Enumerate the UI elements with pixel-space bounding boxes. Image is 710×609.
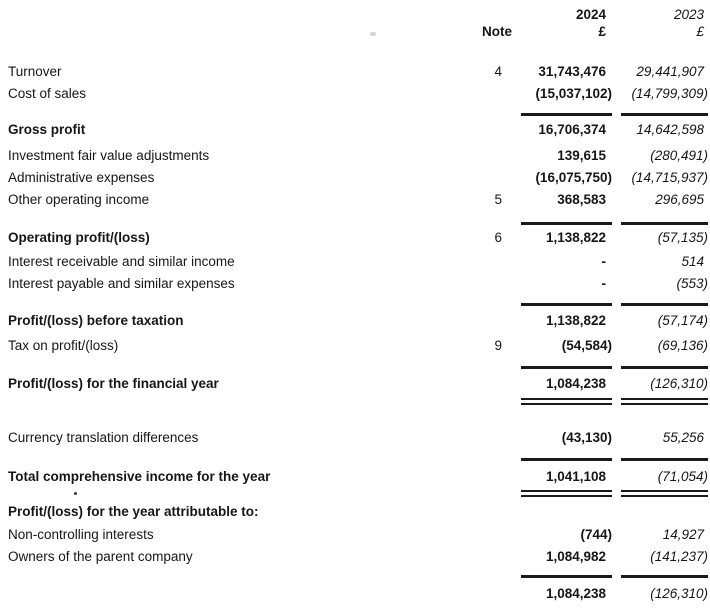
value-2024: 1,041,108 (545, 469, 606, 484)
row-attributable-total (0, 587, 710, 601)
row-label: Investment fair value adjustments (8, 148, 210, 163)
column-rule-2024 (521, 222, 612, 225)
value-2023: 55,256 (662, 430, 704, 445)
double-rule-2023 (621, 398, 708, 405)
value-2024: 1,084,982 (545, 549, 606, 564)
column-rule-2024 (521, 575, 612, 578)
row-label: Other operating income (8, 192, 150, 207)
row-label: Gross profit (8, 122, 86, 137)
column-rule-2023 (621, 458, 708, 461)
note-value: 4 (494, 64, 502, 79)
row-investment-fair-value-adjustments (0, 149, 710, 163)
value-2024: 1,138,822 (545, 313, 606, 328)
row-interest-payable (0, 277, 710, 291)
row-label: Interest payable and similar expenses (8, 276, 235, 291)
row-cost-of-sales (0, 87, 710, 101)
row-total-comprehensive-income (0, 470, 710, 484)
row-operating-profit-loss (0, 231, 710, 245)
value-2023: 14,927 (662, 527, 704, 542)
row-label: Profit/(loss) for the financial year (8, 376, 219, 391)
value-2023: (553) (676, 276, 708, 291)
row-profit-for-financial-year (0, 377, 710, 391)
header-currency-2023: £ (696, 24, 704, 39)
note-value: 6 (494, 230, 502, 245)
value-2023: (126,310) (650, 376, 708, 391)
row-label: Profit/(loss) for the year attributable to: (8, 504, 259, 519)
value-2024: - (601, 276, 606, 291)
row-label: Non-controlling interests (8, 527, 154, 542)
scan-artifact (74, 492, 77, 495)
value-2024: (43,130) (561, 430, 612, 445)
double-rule-2024 (521, 398, 612, 405)
column-rule-2024 (521, 366, 612, 369)
note-value: 9 (494, 338, 502, 353)
value-2023: (126,310) (650, 586, 708, 601)
column-rule-2024 (521, 113, 612, 116)
row-non-controlling-interests (0, 528, 710, 542)
column-rule-2024 (521, 458, 612, 461)
value-2024: 31,743,476 (538, 64, 606, 79)
value-2024: 1,084,238 (545, 586, 606, 601)
row-profit-before-taxation (0, 314, 710, 328)
value-2023: 296,695 (655, 192, 704, 207)
header-currency-2024: £ (598, 24, 606, 39)
value-2023: (57,135) (657, 230, 708, 245)
value-2023: (57,174) (657, 313, 708, 328)
value-2024: 368,583 (557, 192, 606, 207)
row-administrative-expenses (0, 171, 710, 185)
column-rule-2023 (621, 575, 708, 578)
scan-artifact (370, 32, 376, 36)
value-2023: (14,799,309) (631, 86, 708, 101)
row-turnover (0, 65, 710, 79)
row-label: Operating profit/(loss) (8, 230, 150, 245)
double-rule-2024 (521, 490, 612, 497)
table-header-years (0, 8, 710, 22)
row-other-operating-income (0, 193, 710, 207)
row-attributable-to-heading (0, 505, 710, 519)
row-label: Cost of sales (8, 86, 87, 101)
row-label: Total comprehensive income for the year (8, 469, 271, 484)
double-rule-2023 (621, 490, 708, 497)
row-currency-translation-differences (0, 431, 710, 445)
value-2024: 139,615 (557, 148, 606, 163)
row-label: Owners of the parent company (8, 549, 193, 564)
value-2024: (16,075,750) (535, 170, 612, 185)
value-2024: 16,706,374 (538, 122, 606, 137)
note-value: 5 (494, 192, 502, 207)
value-2024: (15,037,102) (535, 86, 612, 101)
value-2024: (54,584) (561, 338, 612, 353)
value-2023: 514 (681, 254, 704, 269)
header-year-2024: 2024 (575, 7, 606, 22)
value-2024: 1,084,238 (545, 376, 606, 391)
row-interest-receivable (0, 255, 710, 269)
value-2024: (744) (580, 527, 612, 542)
column-rule-2023 (621, 366, 708, 369)
header-note: Note (482, 24, 512, 39)
value-2023: (14,715,937) (631, 170, 708, 185)
row-owners-of-parent-company (0, 550, 710, 564)
row-label: Profit/(loss) before taxation (8, 313, 184, 328)
column-rule-2023 (621, 222, 708, 225)
column-rule-2023 (621, 303, 708, 306)
header-year-2023: 2023 (673, 7, 704, 22)
row-gross-profit (0, 123, 710, 137)
value-2023: 14,642,598 (636, 122, 704, 137)
column-rule-2024 (521, 303, 612, 306)
row-label: Currency translation differences (8, 430, 199, 445)
value-2023: (69,136) (657, 338, 708, 353)
value-2023: 29,441,907 (636, 64, 704, 79)
value-2023: (71,054) (657, 469, 708, 484)
value-2023: (141,237) (650, 549, 708, 564)
value-2024: - (601, 254, 606, 269)
table-header-note-currency (0, 25, 710, 39)
value-2024: 1,138,822 (545, 230, 606, 245)
row-label: Interest receivable and similar income (8, 254, 235, 269)
value-2023: (280,491) (650, 148, 708, 163)
column-rule-2023 (621, 113, 708, 116)
row-tax-on-profit (0, 339, 710, 353)
row-label: Tax on profit/(loss) (8, 338, 119, 353)
row-label: Turnover (8, 64, 62, 79)
row-label: Administrative expenses (8, 170, 155, 185)
